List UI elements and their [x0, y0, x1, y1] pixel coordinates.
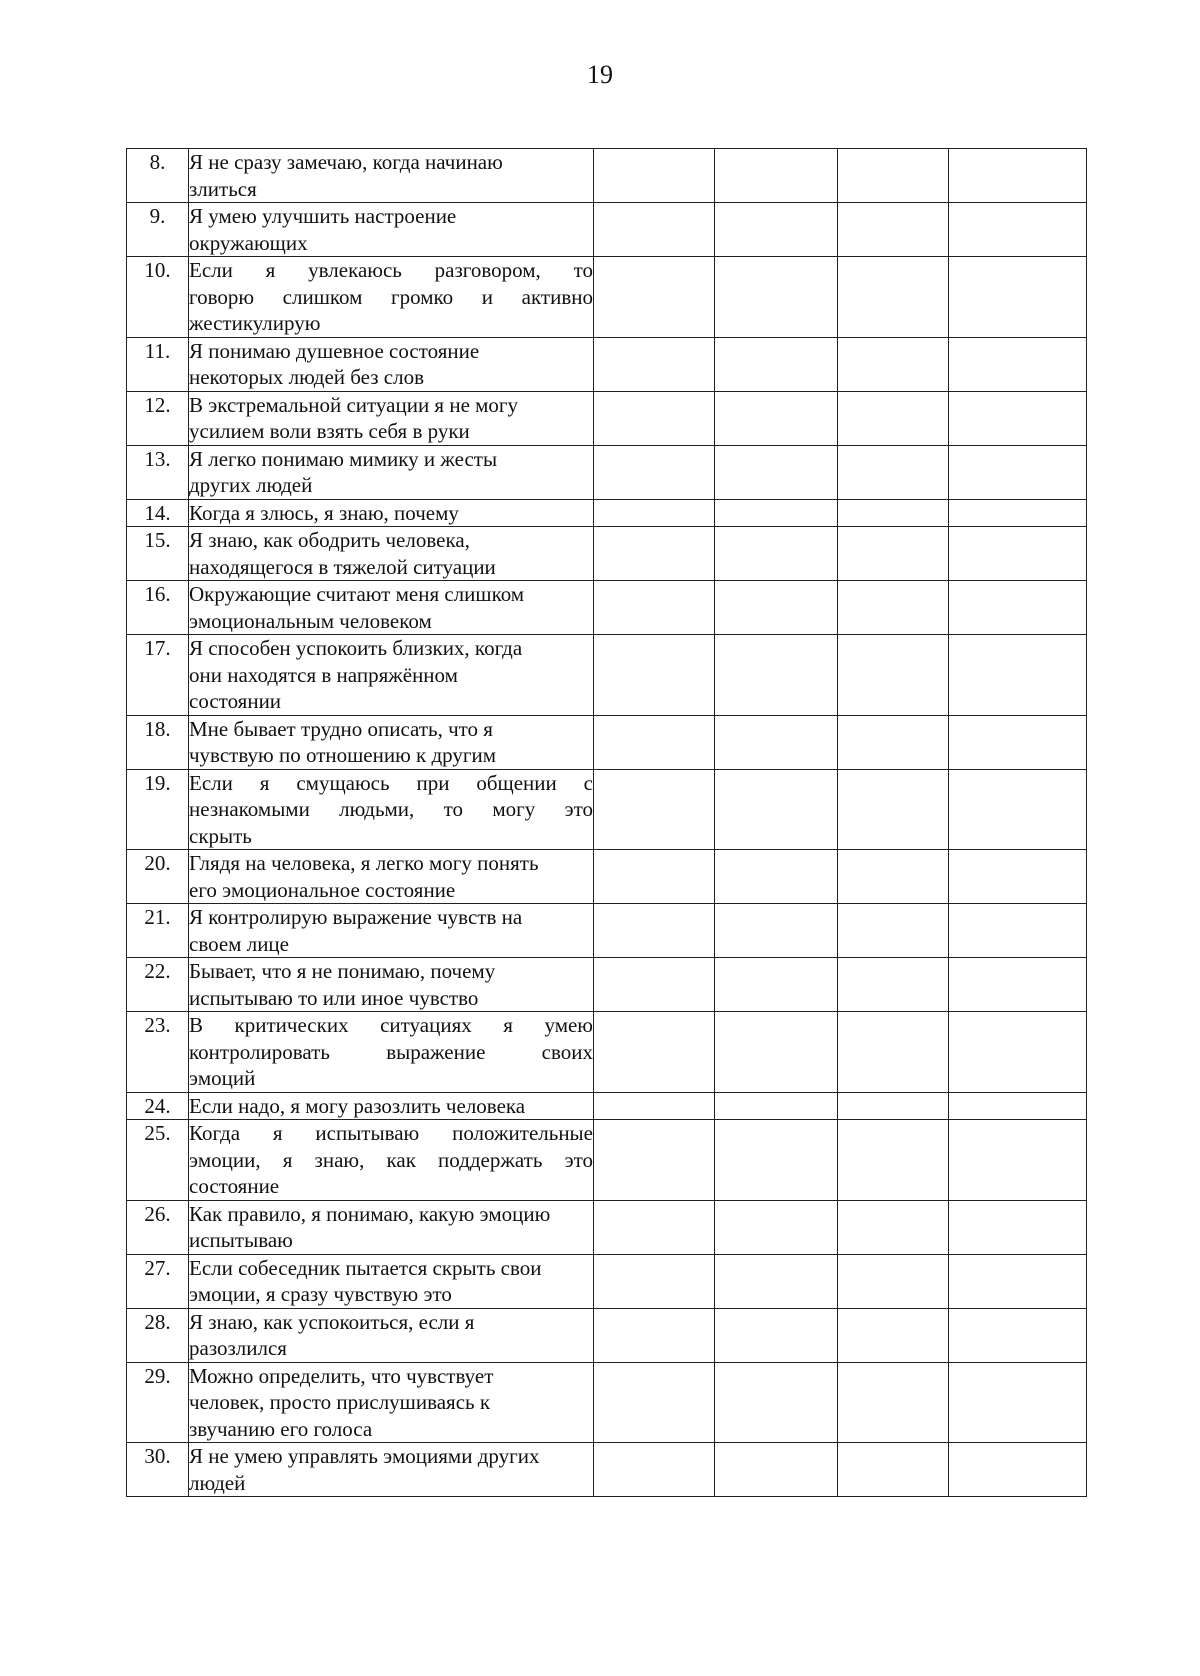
answer-cell-1[interactable]: [594, 958, 715, 1012]
answer-cell-3[interactable]: [838, 1200, 949, 1254]
item-number: 23.: [127, 1012, 189, 1093]
item-statement: [189, 149, 594, 203]
answer-cell-1[interactable]: [594, 445, 715, 499]
item-number: 20.: [127, 850, 189, 904]
answer-cell-4[interactable]: [949, 391, 1087, 445]
answer-cell-1[interactable]: [594, 1092, 715, 1120]
answer-cell-3[interactable]: [838, 635, 949, 716]
item-number: 10.: [127, 257, 189, 338]
statement-line: его эмоциональное состояние: [189, 877, 456, 902]
table-row: [127, 203, 1087, 257]
statement-line: жестикулирую: [189, 311, 321, 335]
statement-line: Окружающие считают меня слишком: [189, 582, 525, 606]
item-statement: [189, 904, 594, 958]
answer-cell-1[interactable]: [594, 391, 715, 445]
statement-line: Можно определить, что чувствует: [189, 1363, 494, 1388]
table-row: [127, 850, 1087, 904]
table-row: [127, 257, 1087, 338]
item-statement: [189, 1362, 594, 1443]
answer-cell-3[interactable]: [838, 1362, 949, 1443]
answer-cell-1[interactable]: [594, 1200, 715, 1254]
item-statement: [189, 527, 594, 581]
answer-cell-1[interactable]: [594, 257, 715, 338]
answer-cell-3[interactable]: [838, 715, 949, 769]
statement-line: Я умею улучшить настроение: [189, 204, 457, 228]
answer-cell-2[interactable]: [715, 1443, 838, 1497]
answer-cell-1[interactable]: [594, 203, 715, 257]
statement-line: Я знаю, как ободрить человека,: [189, 528, 470, 552]
answer-cell-2[interactable]: [715, 1120, 838, 1201]
item-number: 12.: [127, 391, 189, 445]
answer-cell-2[interactable]: [715, 958, 838, 1012]
table-row: [127, 445, 1087, 499]
answer-cell-4[interactable]: [949, 527, 1087, 581]
statement-line: незнакомыми людьми, то могу это: [189, 797, 593, 821]
answer-cell-2[interactable]: [715, 1254, 838, 1308]
statement-line: Если собеседник пытается скрыть свои: [189, 1255, 542, 1280]
answer-cell-2[interactable]: [715, 1012, 838, 1093]
statement-line: Как правило, я понимаю, какую эмоцию: [189, 1201, 551, 1226]
statement-line: Когда я испытываю положительные: [189, 1121, 593, 1145]
answer-cell-1[interactable]: [594, 1308, 715, 1362]
item-number: 29.: [127, 1362, 189, 1443]
answer-cell-4[interactable]: [949, 958, 1087, 1012]
answer-cell-4[interactable]: [949, 715, 1087, 769]
item-number: 14.: [127, 499, 189, 527]
page-number: 19: [587, 60, 613, 89]
item-statement: [189, 257, 594, 338]
answer-cell-3[interactable]: [838, 391, 949, 445]
table-row: [127, 1443, 1087, 1497]
statement-line: окружающих: [189, 230, 308, 255]
item-statement: [189, 850, 594, 904]
statement-line: они находятся в напряжённом: [189, 662, 458, 687]
answer-cell-4[interactable]: [949, 257, 1087, 338]
answer-cell-2[interactable]: [715, 769, 838, 850]
answer-cell-4[interactable]: [949, 769, 1087, 850]
statement-line: некоторых людей без слов: [189, 365, 425, 389]
item-statement: [189, 1092, 594, 1120]
answer-cell-4[interactable]: [949, 499, 1087, 527]
answer-cell-3[interactable]: [838, 958, 949, 1012]
item-statement: [189, 581, 594, 635]
item-number: 30.: [127, 1443, 189, 1497]
item-statement: [189, 1200, 594, 1254]
item-number: 22.: [127, 958, 189, 1012]
answer-cell-2[interactable]: [715, 527, 838, 581]
statement-line: Если я смущаюсь при общении с: [189, 770, 593, 795]
statement-line: Я понимаю душевное состояние: [189, 338, 480, 363]
answer-cell-4[interactable]: [949, 1120, 1087, 1201]
item-number: 28.: [127, 1308, 189, 1362]
statement-line: Я не умею управлять эмоциями других: [189, 1444, 540, 1468]
item-statement: [189, 1254, 594, 1308]
answer-cell-1[interactable]: [594, 1120, 715, 1201]
answer-cell-1[interactable]: [594, 769, 715, 850]
item-number: 17.: [127, 635, 189, 716]
statement-line: эмоции, я сразу чувствую это: [189, 1282, 452, 1306]
item-statement: [189, 958, 594, 1012]
answer-cell-3[interactable]: [838, 149, 949, 203]
answer-cell-3[interactable]: [838, 1092, 949, 1120]
answer-cell-4[interactable]: [949, 1443, 1087, 1497]
answer-cell-1[interactable]: [594, 635, 715, 716]
answer-cell-2[interactable]: [715, 391, 838, 445]
statement-line: испытываю: [189, 1228, 293, 1252]
table-row: [127, 149, 1087, 203]
answer-cell-4[interactable]: [949, 904, 1087, 958]
answer-cell-3[interactable]: [838, 581, 949, 635]
answer-cell-3[interactable]: [838, 1120, 949, 1201]
answer-cell-3[interactable]: [838, 1308, 949, 1362]
answer-cell-2[interactable]: [715, 1362, 838, 1443]
answer-cell-3[interactable]: [838, 850, 949, 904]
statement-line: В экстремальной ситуации я не могу: [189, 392, 519, 417]
answer-cell-2[interactable]: [715, 904, 838, 958]
item-number: 16.: [127, 581, 189, 635]
answer-cell-2[interactable]: [715, 635, 838, 716]
statement-line: разозлился: [189, 1336, 287, 1360]
answer-cell-1[interactable]: [594, 1443, 715, 1497]
answer-cell-3[interactable]: [838, 445, 949, 499]
statement-line: человек, просто прислушиваясь к: [189, 1390, 491, 1414]
item-statement: [189, 391, 594, 445]
statement-line: Я способен успокоить близких, когда: [189, 636, 523, 660]
item-statement: [189, 715, 594, 769]
item-number: 15.: [127, 527, 189, 581]
item-number: 26.: [127, 1200, 189, 1254]
answer-cell-2[interactable]: [715, 581, 838, 635]
item-number: 8.: [127, 149, 189, 203]
table-row: [127, 1362, 1087, 1443]
table-row: [127, 769, 1087, 850]
table-row: [127, 499, 1087, 527]
answer-cell-3[interactable]: [838, 904, 949, 958]
item-statement: [189, 337, 594, 391]
table-row: [127, 1200, 1087, 1254]
answer-cell-1[interactable]: [594, 581, 715, 635]
item-statement: [189, 445, 594, 499]
answer-cell-4[interactable]: [949, 1092, 1087, 1120]
item-number: 9.: [127, 203, 189, 257]
statement-line: Я контролирую выражение чувств на: [189, 905, 523, 929]
answer-cell-3[interactable]: [838, 1254, 949, 1308]
statement-line: Бывает, что я не понимаю, почему: [189, 959, 496, 983]
answer-cell-3[interactable]: [838, 337, 949, 391]
answer-cell-2[interactable]: [715, 337, 838, 391]
item-number: 11.: [127, 337, 189, 391]
item-statement: [189, 1308, 594, 1362]
answer-cell-1[interactable]: [594, 715, 715, 769]
questionnaire-table: [126, 148, 1087, 1497]
answer-cell-4[interactable]: [949, 635, 1087, 716]
answer-cell-4[interactable]: [949, 203, 1087, 257]
statement-line: Если я увлекаюсь разговором, то: [189, 258, 593, 282]
table-row: [127, 1092, 1087, 1120]
statement-line: эмоции, я знаю, как поддержать это: [189, 1147, 593, 1172]
table-row: [127, 1308, 1087, 1362]
table-row: [127, 527, 1087, 581]
item-statement: [189, 203, 594, 257]
answer-cell-3[interactable]: [838, 499, 949, 527]
statement-line: находящегося в тяжелой ситуации: [189, 554, 496, 579]
item-statement: [189, 1443, 594, 1497]
statement-line: чувствую по отношению к другим: [189, 743, 497, 767]
answer-cell-2[interactable]: [715, 499, 838, 527]
answer-cell-4[interactable]: [949, 149, 1087, 203]
answer-cell-2[interactable]: [715, 1200, 838, 1254]
answer-cell-3[interactable]: [838, 1443, 949, 1497]
answer-cell-1[interactable]: [594, 149, 715, 203]
statement-line: контролировать выражение своих: [189, 1039, 593, 1064]
answer-cell-2[interactable]: [715, 203, 838, 257]
answer-cell-2[interactable]: [715, 445, 838, 499]
answer-cell-3[interactable]: [838, 527, 949, 581]
table-row: [127, 635, 1087, 716]
item-number: 24.: [127, 1092, 189, 1120]
statement-line: Если надо, я могу разозлить человека: [189, 1093, 526, 1118]
answer-cell-4[interactable]: [949, 337, 1087, 391]
table-row: [127, 715, 1087, 769]
answer-cell-4[interactable]: [949, 581, 1087, 635]
answer-cell-1[interactable]: [594, 850, 715, 904]
item-number: 27.: [127, 1254, 189, 1308]
item-number: 19.: [127, 769, 189, 850]
item-number: 25.: [127, 1120, 189, 1201]
table-row: [127, 391, 1087, 445]
table-row: [127, 581, 1087, 635]
statement-line: злиться: [189, 176, 257, 201]
answer-cell-1[interactable]: [594, 499, 715, 527]
answer-cell-2[interactable]: [715, 149, 838, 203]
statement-line: Когда я злюсь, я знаю, почему: [189, 500, 459, 525]
answer-cell-4[interactable]: [949, 1200, 1087, 1254]
answer-cell-2[interactable]: [715, 715, 838, 769]
answer-cell-2[interactable]: [715, 1308, 838, 1362]
statement-line: говорю слишком громко и активно: [189, 284, 593, 309]
statement-line: Я легко понимаю мимику и жесты: [189, 446, 498, 471]
answer-cell-3[interactable]: [838, 1012, 949, 1093]
answer-cell-4[interactable]: [949, 445, 1087, 499]
answer-cell-4[interactable]: [949, 850, 1087, 904]
statement-line: людей: [189, 1470, 246, 1495]
answer-cell-4[interactable]: [949, 1362, 1087, 1443]
item-statement: [189, 1120, 594, 1201]
statement-line: Мне бывает трудно описать, что я: [189, 716, 493, 741]
statement-line: усилием воли взять себя в руки: [189, 419, 470, 443]
answer-cell-4[interactable]: [949, 1012, 1087, 1093]
table-row: [127, 1254, 1087, 1308]
table-row: [127, 904, 1087, 958]
table-row: [127, 958, 1087, 1012]
answer-cell-1[interactable]: [594, 904, 715, 958]
questionnaire-rows: [127, 149, 1087, 1497]
statement-line: состоянии: [189, 689, 282, 713]
statement-line: эмоций: [189, 1066, 256, 1090]
answer-cell-4[interactable]: [949, 1308, 1087, 1362]
statement-line: своем лице: [189, 931, 289, 956]
answer-cell-4[interactable]: [949, 1254, 1087, 1308]
answer-cell-1[interactable]: [594, 1254, 715, 1308]
answer-cell-3[interactable]: [838, 257, 949, 338]
statement-line: звучанию его голоса: [189, 1416, 373, 1441]
item-statement: [189, 635, 594, 716]
statement-line: Глядя на человека, я легко могу понять: [189, 851, 539, 875]
statement-line: испытываю то или иное чувство: [189, 985, 479, 1010]
answer-cell-1[interactable]: [594, 527, 715, 581]
table-row: [127, 1120, 1087, 1201]
statement-line: В критических ситуациях я умею: [189, 1013, 593, 1037]
item-statement: [189, 1012, 594, 1093]
item-number: 13.: [127, 445, 189, 499]
table-row: [127, 337, 1087, 391]
answer-cell-1[interactable]: [594, 1362, 715, 1443]
statement-line: эмоциональным человеком: [189, 608, 432, 633]
item-statement: [189, 769, 594, 850]
answer-cell-2[interactable]: [715, 1092, 838, 1120]
statement-line: Я знаю, как успокоиться, если я: [189, 1309, 475, 1334]
table-row: [127, 1012, 1087, 1093]
answer-cell-1[interactable]: [594, 1012, 715, 1093]
answer-cell-2[interactable]: [715, 257, 838, 338]
item-number: 18.: [127, 715, 189, 769]
statement-line: скрыть: [189, 823, 252, 848]
item-number: 21.: [127, 904, 189, 958]
statement-line: Я не сразу замечаю, когда начинаю: [189, 150, 503, 174]
answer-cell-1[interactable]: [594, 337, 715, 391]
item-statement: [189, 499, 594, 527]
statement-line: состояние: [189, 1174, 280, 1198]
answer-cell-3[interactable]: [838, 203, 949, 257]
statement-line: других людей: [189, 473, 313, 497]
answer-cell-3[interactable]: [838, 769, 949, 850]
answer-cell-2[interactable]: [715, 850, 838, 904]
